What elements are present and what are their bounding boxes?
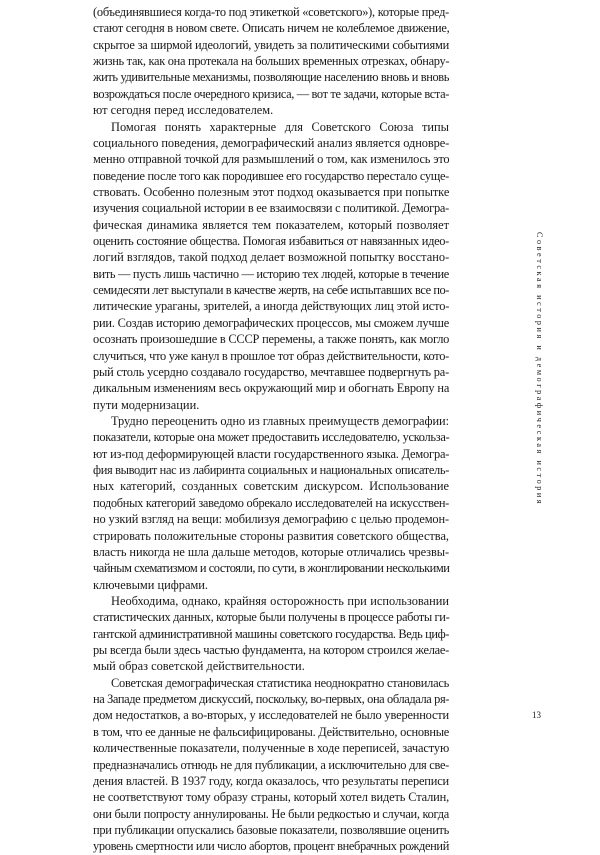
text-line: при публикации опускались базовые показатели, позволявшие оценить [93,822,449,837]
text-line: Необходима, однако, крайняя осторожность при использовании [111,593,449,608]
text-line: ют сегодня перед исследователем. [93,103,274,118]
text-line: поведение после того как породившее его государство перестало суще- [93,168,449,183]
text-line: не соответствуют тому образу страны, который хотел видеть Сталин, [93,790,450,805]
text-line: ных категорий, созданных советским дискурсом. Использование [93,479,449,494]
text-line: ры всегда были здесь частью фундамента, на котором строился желае- [93,643,449,658]
text-line: Трудно переоценить одно из главных преимуществ демографии: [111,413,449,428]
body-text [93,4,449,855]
text-line: семидесяти лет выступали в качестве жертв, на себе испытавших все по- [93,283,449,298]
text-line: показатели, которые она может предоставить исследователю, ускольза- [93,430,450,445]
text-line: осознать произошедшие в СССР перемены, а также понять, как могло [93,332,450,347]
text-line: оценить состояние общества. Помогая избавиться от навязанных идео- [93,234,449,249]
text-line: социального поведения, демографический анализ является одновре- [93,135,450,150]
text-line: власть никогда не шла дальше методов, которые отличались чрезвы- [93,544,449,559]
text-line: жизнь так, как она протекала на больших временных отрезках, обнару- [93,54,450,69]
text-line: они были попросту аннулированы. Не были редкостью и случаи, когда [93,806,449,821]
text-line: рый столь усердно создавало государство, мечтавшее подвергнуть ра- [93,364,449,379]
text-line: чайным схематизмом и состояли, по сути, в жонглировании несколькими [93,561,450,576]
text-line: логий взглядов, такой подход делает возможной попытку восстано- [93,250,450,265]
text-line: скрытое за ширмой идеологий, увидеть за политическими событиями [93,37,450,52]
text-line: гантской административной машины советского государства. Ведь циф- [93,626,449,641]
text-line: предназначались отнюдь не для публикации, а исключительно для све- [93,757,449,772]
text-line: уровень смертности или число абортов, процент внебрачных рождений [93,839,449,854]
text-line: дикальным изменениям весь окружающий мир и обогнать Европу на [93,381,450,396]
text-line: количественные показатели, полученные в ходе переписей, зачастую [93,741,450,756]
text-line: статистических данных, которые были получены в процессе работы ги- [93,610,450,625]
text-line: в том, что ее данные не фальсифицированы. Действительно, основные [93,724,449,739]
text-line: пути модернизации. [93,397,200,412]
text-line: дения властей. В 1937 году, когда оказалось, что результаты переписи [93,773,449,788]
text-line: менно отправной точкой для размышлений о том, как изменилось это [93,152,450,167]
text-line: возрождаться после очередного кризиса, — вот те задачи, которые вста- [93,86,449,101]
text-line: стрировать положительные стороны развития советского общества, [93,528,449,543]
text-line: но узкий взгляд на вещи: мобилизуя демографию с целью продемон- [93,512,450,527]
text-line: вить — пусть лишь частично — историю тех людей, которые в течение [93,266,449,281]
text-line: мый образ советской действительности. [93,659,305,674]
running-head [533,232,545,532]
text-line: подобных категорий заведомо обрекало исследователей на искусствен- [93,495,449,510]
text-line: на Западе предметом дискуссий, поскольку, во-первых, она обладала ря- [93,692,449,707]
text-line: фическая динамика является тем показателем, который позволяет [93,217,449,232]
text-line: Советская демографическая статистика неоднократно становилась [111,675,449,690]
text-line: жить удивительные механизмы, позволяющие населению вновь и вновь [93,70,449,85]
text-line: (объединявшиеся когда-то под этикеткой «советского»), которые пред- [93,5,450,19]
text-line: ключевыми цифрами. [93,577,209,592]
text-line: литические ураганы, зрителей, а иногда действующих лиц этой исто- [93,299,450,314]
text-line: ют из-под деформирующей власти государственного языка. Демогра- [93,446,450,461]
running-head-text: Советская история и демографическая история [535,232,544,507]
text-line: стают сегодня в новом свете. Описать ничем не колеблемое движение, [93,21,450,36]
text-line: ствовать. Особенно полезным этот подход оказывается при попытке [93,184,450,199]
text-line: рии. Создав историю демографических процессов, мы сможем лучше [93,315,449,330]
text-line: дом недостатков, а во-вторых, у исследователей не было уверенности [93,708,449,723]
page-number: 13 [532,710,541,720]
text-line: Помогая понять характерные для Советского Союза типы [111,119,449,134]
text-line: случиться, что уже канул в прошлое тот образ действительности, кото- [93,348,449,363]
text-line: фия выводит нас из лабиринта социальных и национальных описатель- [93,463,449,478]
text-line: изучения социальной истории в ее взаимосвязи с политикой. Демогра- [93,201,449,216]
